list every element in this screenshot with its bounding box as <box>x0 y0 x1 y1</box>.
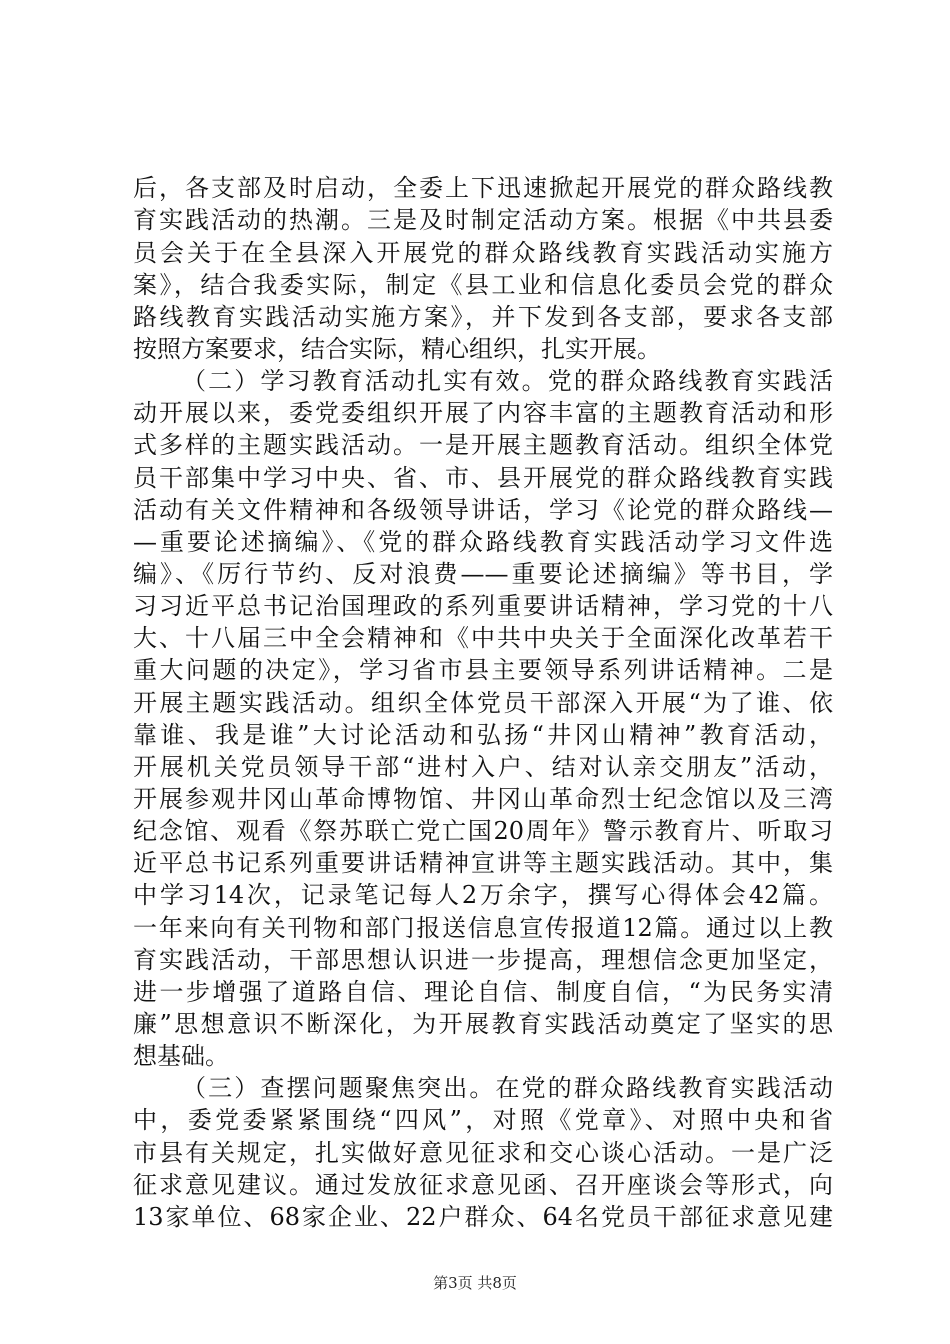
text-line: 纪念馆、观看《祭苏联亡党亡国20周年》警示教育片、听取习 <box>133 817 833 845</box>
text-line: 市县有关规定，扎实做好意见征求和交心谈心活动。一是广泛 <box>133 1139 833 1167</box>
text-line: 动开展以来，委党委组织开展了内容丰富的主题教育活动和形 <box>133 399 833 427</box>
text-line: 后，各支部及时启动，全委上下迅速掀起开展党的群众路线教 <box>133 174 833 202</box>
text-line: 大、十八届三中全会精神和《中共中央关于全面深化改革若干 <box>133 624 833 652</box>
text-line: 习习近平总书记治国理政的系列重要讲话精神，学习党的十八 <box>133 592 833 620</box>
text-line: 重大问题的决定》，学习省市县主要领导系列讲话精神。二是 <box>133 656 833 684</box>
text-line: 廉”思想意识不断深化，为开展教育实践活动奠定了坚实的思 <box>133 1010 833 1038</box>
text-line: 路线教育实践活动实施方案》，并下发到各支部，要求各支部 <box>133 303 833 331</box>
text-line: 式多样的主题实践活动。一是开展主题教育活动。组织全体党 <box>133 431 833 459</box>
text-line: 开展主题实践活动。组织全体党员干部深入开展“为了谁、依 <box>133 689 833 717</box>
text-line: 中学习14次，记录笔记每人2万余字，撰写心得体会42篇。 <box>133 881 833 909</box>
text-line: 育实践活动，干部思想认识进一步提高，理想信念更加坚定， <box>133 946 833 974</box>
text-line: 员会关于在全县深入开展党的群众路线教育实践活动实施方 <box>133 239 833 267</box>
page-number-footer: 第3页 共8页 <box>433 1274 517 1292</box>
text-line: 开展参观井冈山革命博物馆、井冈山革命烈士纪念馆以及三湾 <box>133 785 833 813</box>
text-line-paragraph-start: （三）查摆问题聚焦突出。在党的群众路线教育实践活动 <box>182 1074 833 1102</box>
text-line: 想基础。 <box>133 1042 229 1070</box>
text-line: 编》、《厉行节约、反对浪费——重要论述摘编》等书目，学 <box>133 560 833 588</box>
text-line: 按照方案要求，结合实际，精心组织，扎实开展。 <box>133 335 661 363</box>
text-line: 进一步增强了道路自信、理论自信、制度自信，“为民务实清 <box>133 978 833 1006</box>
text-line: 育实践活动的热潮。三是及时制定活动方案。根据《中共县委 <box>133 206 833 234</box>
text-line: —重要论述摘编》、《党的群众路线教育实践活动学习文件选 <box>133 528 833 556</box>
text-line: 开展机关党员领导干部“进村入户、结对认亲交朋友”活动， <box>133 753 833 781</box>
text-line: 活动有关文件精神和各级领导讲话，学习《论党的群众路线— <box>133 496 833 524</box>
text-line: 员干部集中学习中央、省、市、县开展党的群众路线教育实践 <box>133 464 833 492</box>
text-line: 靠谁、我是谁”大讨论活动和弘扬“井冈山精神”教育活动， <box>133 721 833 749</box>
text-line: 征求意见建议。通过发放征求意见函、召开座谈会等形式，向 <box>133 1171 833 1199</box>
text-line: 案》，结合我委实际，制定《县工业和信息化委员会党的群众 <box>133 271 833 299</box>
text-line: 中，委党委紧紧围绕“四风”，对照《党章》、对照中央和省 <box>133 1106 833 1134</box>
text-line-paragraph-start: （二）学习教育活动扎实有效。党的群众路线教育实践活 <box>182 367 833 395</box>
text-line: 近平总书记系列重要讲话精神宣讲等主题实践活动。其中，集 <box>133 849 833 877</box>
text-line: 13家单位、68家企业、22户群众、64名党员干部征求意见建 <box>133 1203 833 1231</box>
text-line: 一年来向有关刊物和部门报送信息宣传报道12篇。通过以上教 <box>133 914 833 942</box>
